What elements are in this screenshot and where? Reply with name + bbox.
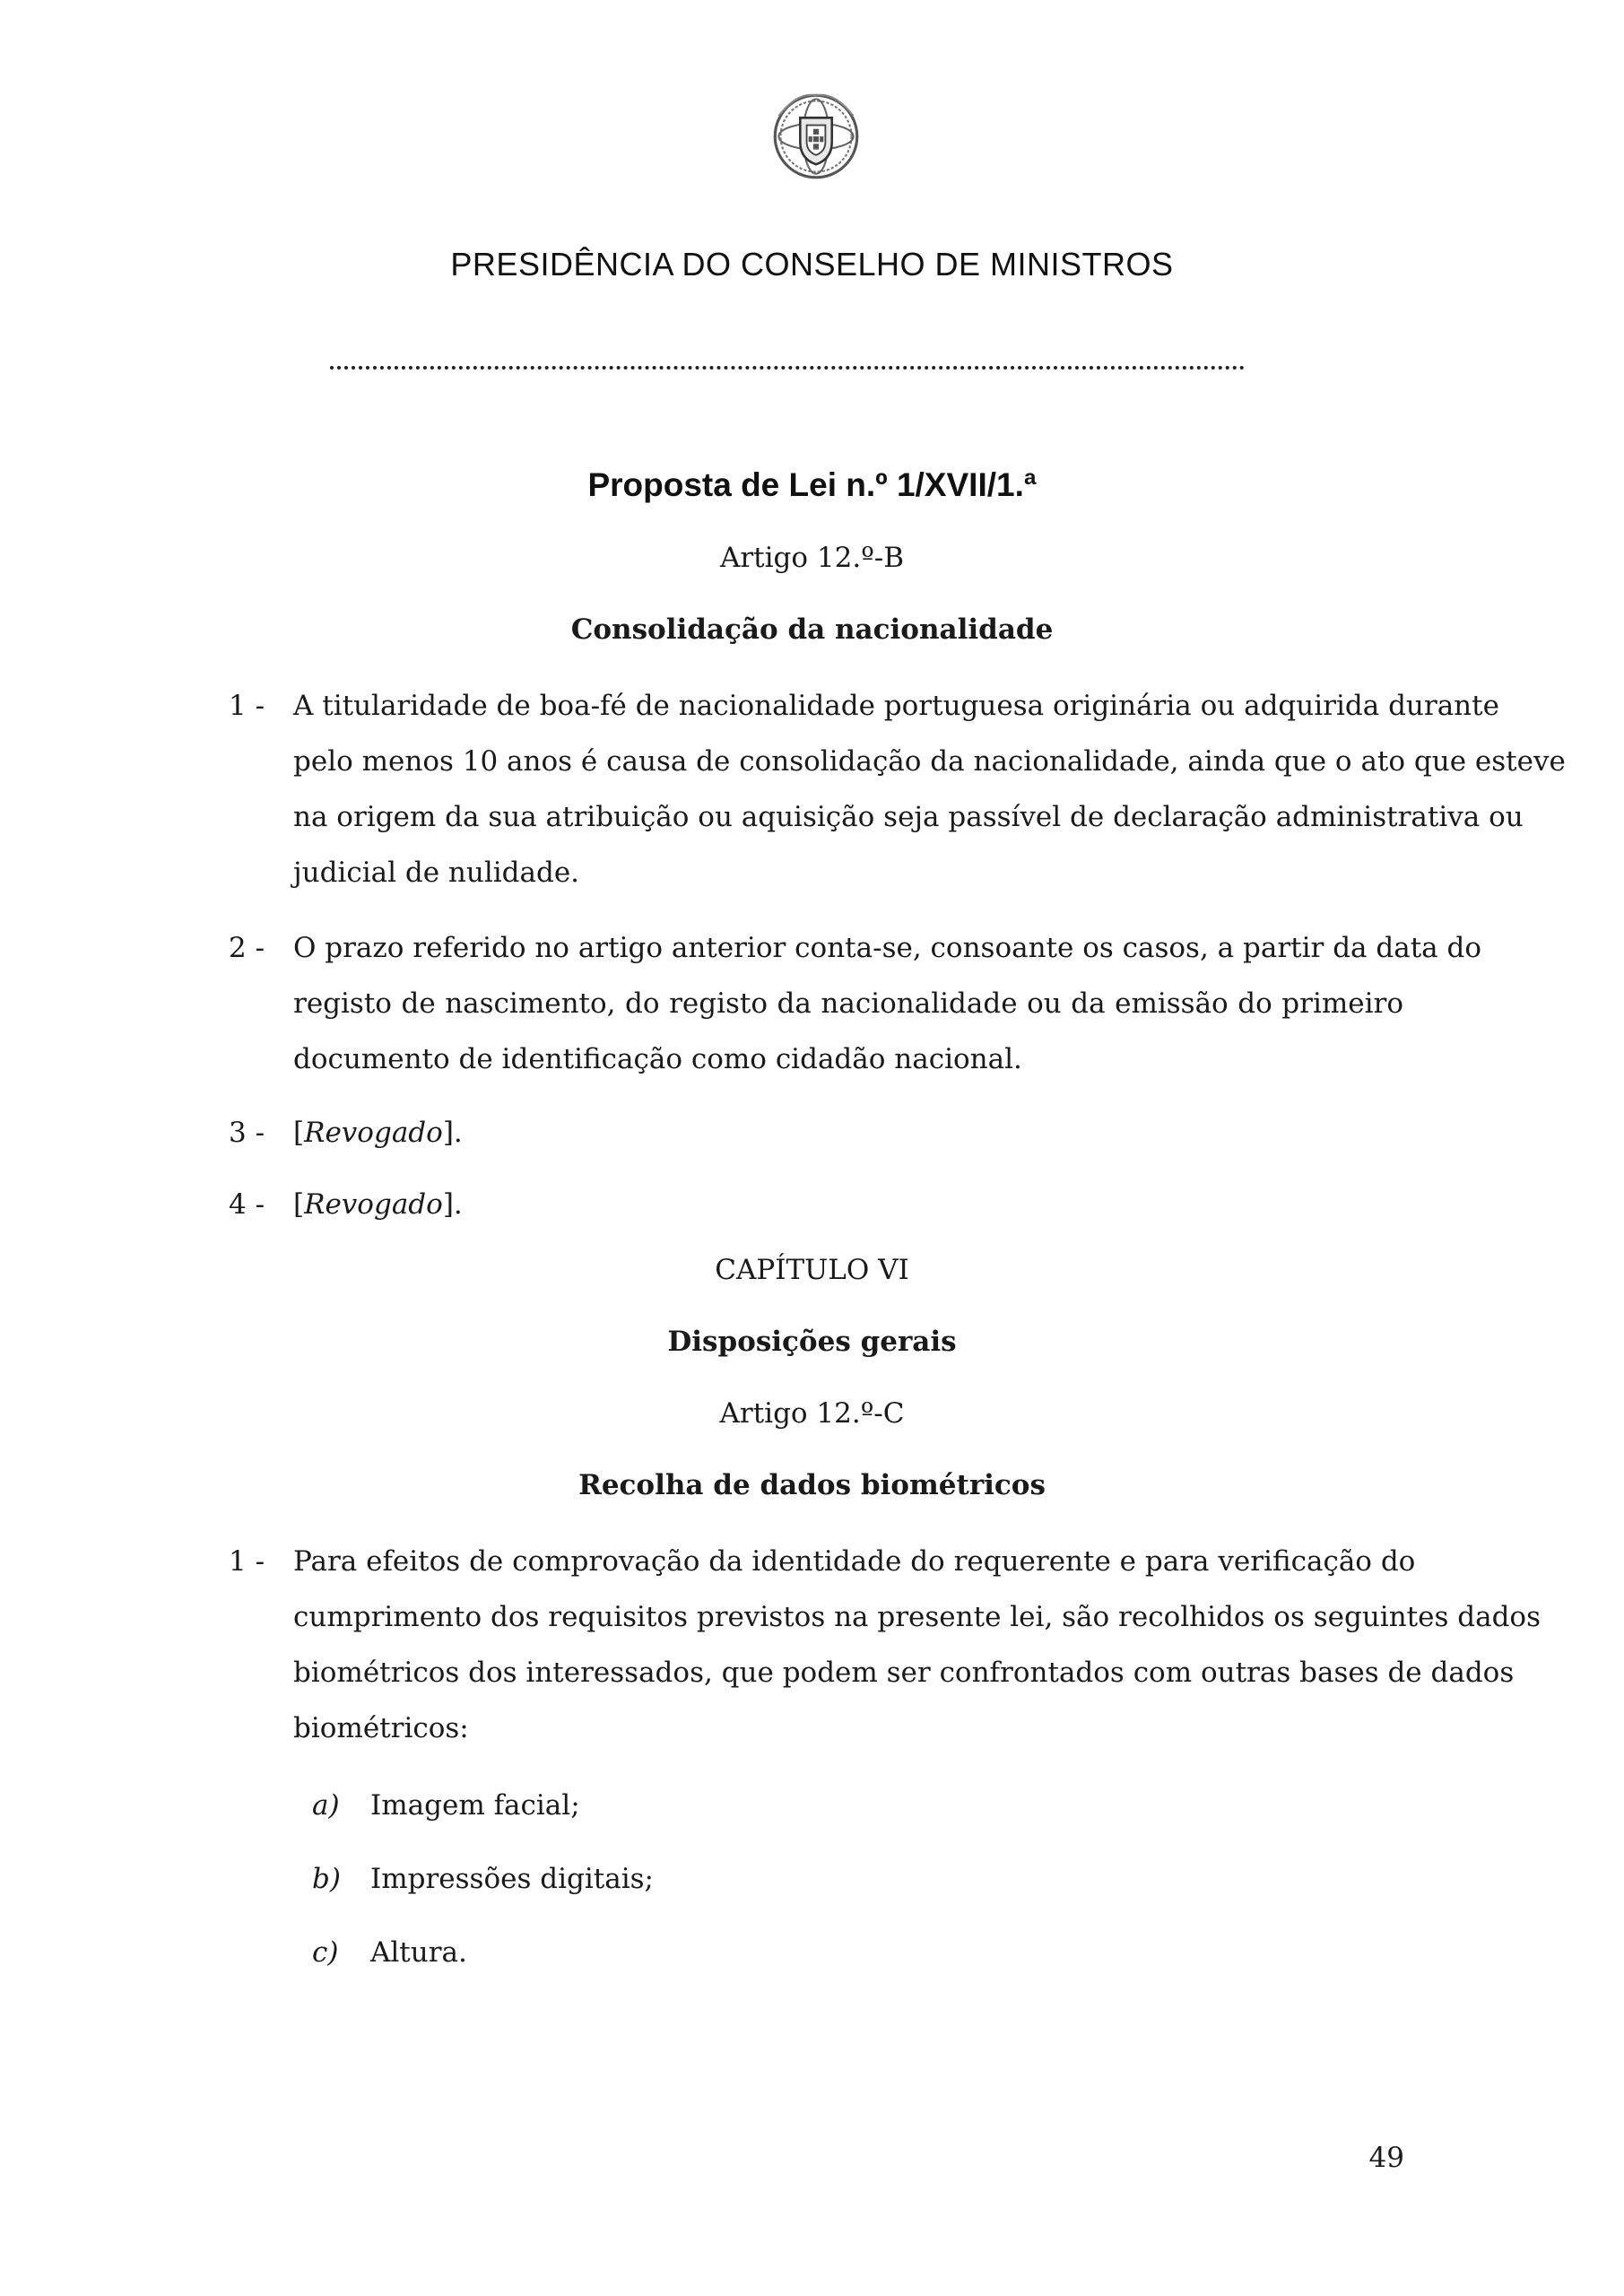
list-item-letter: a) (312, 1789, 340, 1822)
bracket: ]. (442, 1188, 463, 1221)
paragraph-line: biométricos dos interessados, que podem ser confrontados com outras bases de dados (293, 1657, 1515, 1689)
article-paragraph (229, 920, 1482, 1087)
list-item (312, 1778, 580, 1833)
paragraph-line: cumprimento dos requisitos previstos na presente lei, são recolhidos os seguintes dados (293, 1601, 1541, 1633)
article-paragraph (229, 678, 1566, 900)
article-title: Consolidação da nacionalidade (570, 613, 1054, 646)
revoked-text: Revogado (304, 1117, 443, 1149)
paragraph-number: 1 - (229, 690, 265, 722)
bracket: ]. (442, 1117, 463, 1149)
dotted-separator (330, 366, 1245, 370)
paragraph-line: O prazo referido no artigo anterior conta-se, consoante os casos, a partir da data do (293, 932, 1482, 964)
proposal-title: Proposta de Lei n.º 1/XVII/1.ª (587, 466, 1037, 503)
list-item-text: Impressões digitais; (370, 1863, 654, 1895)
article-label: Artigo 12.º-C (719, 1397, 905, 1430)
paragraph-line: biométricos: (293, 1712, 469, 1744)
portuguese-republic-coat-of-arms-icon (769, 88, 863, 181)
paragraph-line: A titularidade de boa-fé de nacionalidade portuguesa originária ou adquirida durante (293, 690, 1499, 722)
list-item-letter: c) (312, 1936, 339, 1969)
ministry-header: PRESIDÊNCIA DO CONSELHO DE MINISTROS (450, 246, 1174, 283)
paragraph-line: na origem da sua atribuição ou aquisição seja passível de declaração administrativa ou (293, 801, 1524, 833)
list-item (312, 1851, 654, 1907)
list-item-text: Altura. (370, 1936, 467, 1969)
list-item-text: Imagem facial; (370, 1789, 580, 1822)
paragraph-number: 1 - (229, 1545, 265, 1578)
paragraph-line: judicial de nulidade. (293, 857, 580, 889)
list-item-letter: b) (312, 1863, 341, 1895)
bracket: [ (293, 1188, 305, 1221)
paragraph-line: documento de identificação como cidadão nacional. (293, 1043, 1022, 1075)
article-paragraph (229, 1177, 1403, 1232)
paragraph-line: pelo menos 10 anos é causa de consolidação da nacionalidade, ainda que o ato que esteve (293, 745, 1566, 778)
paragraph-line: Para efeitos de comprovação da identidade do requerente e para verificação do (293, 1545, 1416, 1578)
article-paragraph (229, 1105, 1403, 1161)
paragraph-number: 4 - (229, 1188, 265, 1221)
paragraph-number: 3 - (229, 1117, 265, 1149)
revoked-text: Revogado (304, 1188, 443, 1221)
list-item (312, 1925, 467, 1980)
paragraph-number: 2 - (229, 932, 265, 964)
article-label: Artigo 12.º-B (719, 542, 905, 574)
page-number: 49 (1368, 2142, 1404, 2174)
bracket: [ (293, 1117, 305, 1149)
paragraph-line: registo de nascimento, do registo da nacionalidade ou da emissão do primeiro (293, 987, 1403, 1020)
article-paragraph (229, 1534, 1541, 1756)
chapter-label: CAPÍTULO VI (715, 1254, 909, 1286)
article-title: Recolha de dados biométricos (578, 1469, 1046, 1501)
chapter-title: Disposições gerais (667, 1326, 957, 1358)
